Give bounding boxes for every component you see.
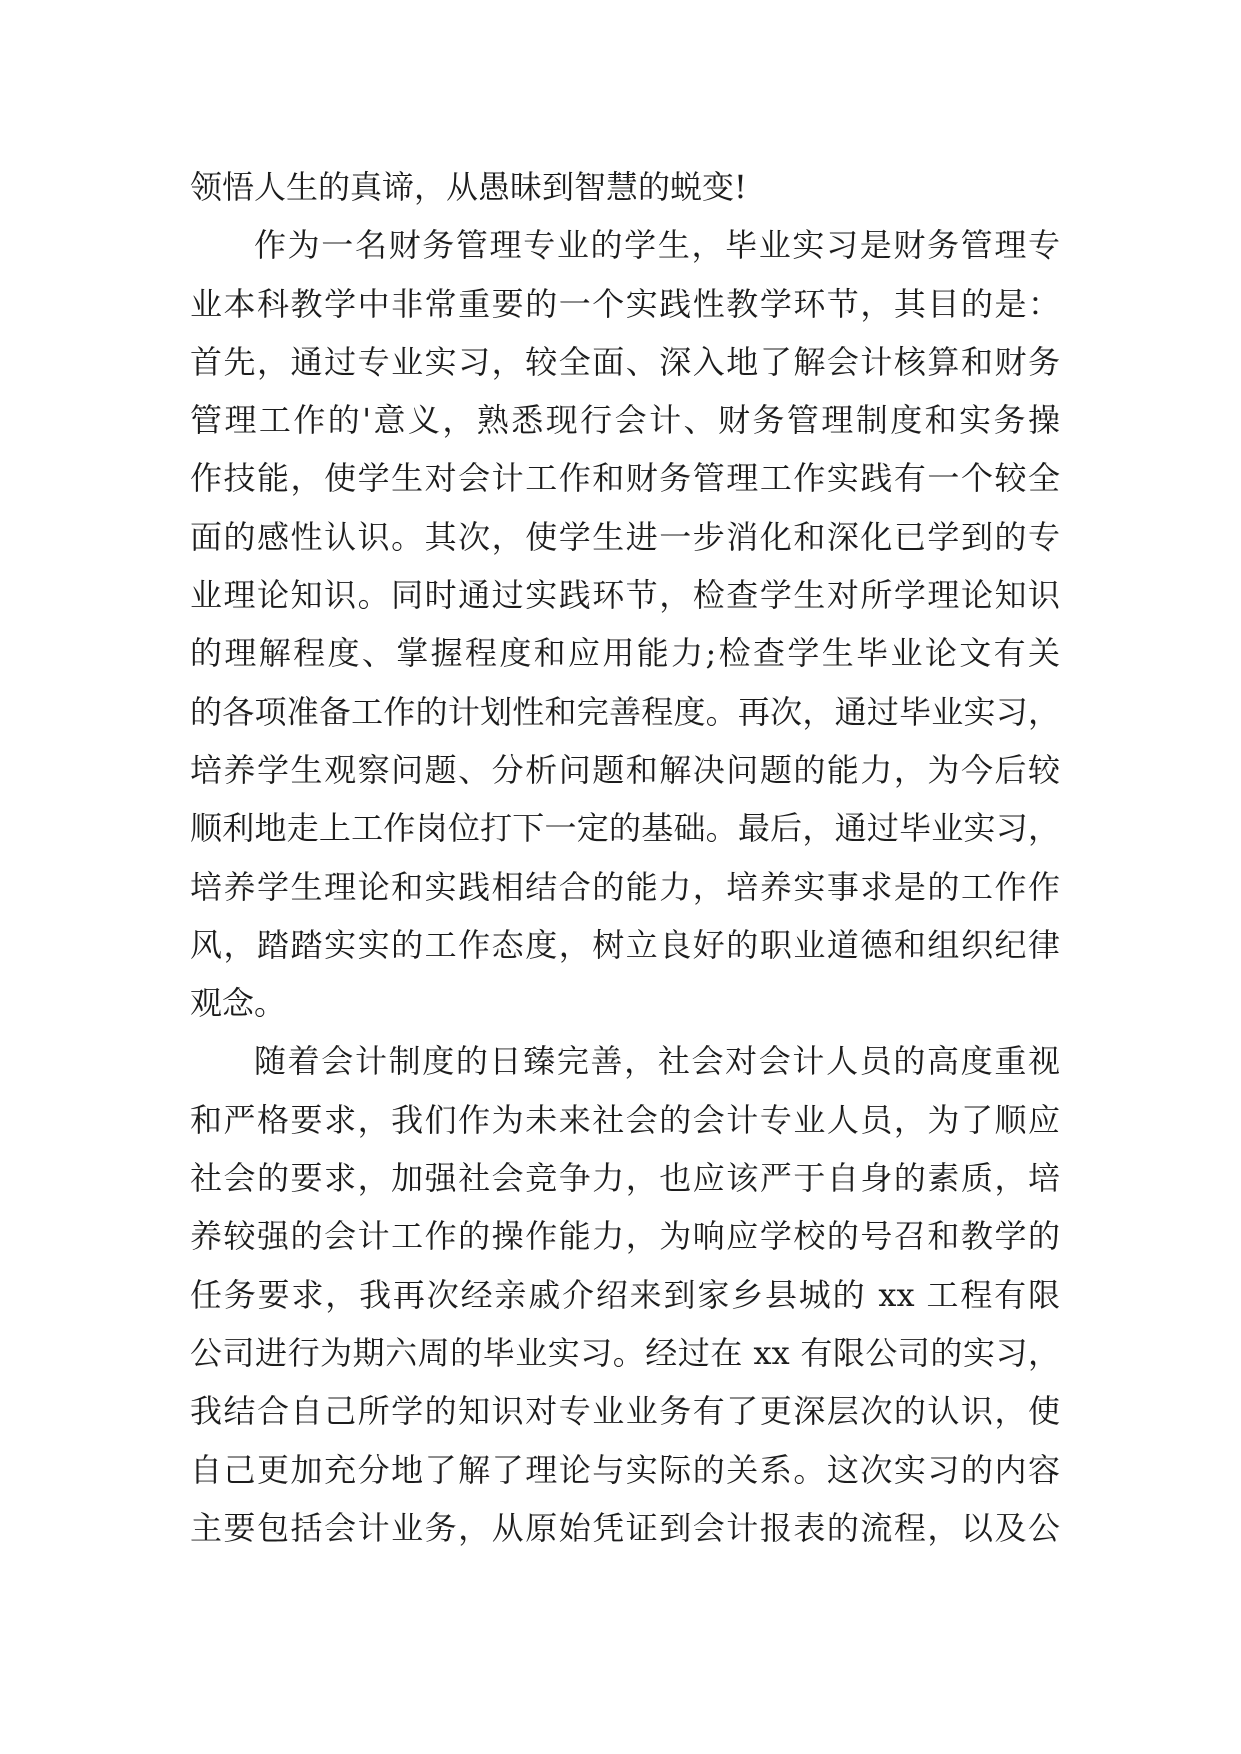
text-line: 的理解程度、掌握程度和应用能力;检查学生毕业论文有关 — [190, 634, 1060, 673]
text-line: 和严格要求，我们作为未来社会的会计专业人员，为了顺应 — [190, 1100, 1060, 1139]
text-line: 领悟人生的真谛，从愚昧到智慧的蜕变! — [190, 168, 747, 206]
text-line: 顺利地走上工作岗位打下一定的基础。最后，通过毕业实习， — [190, 809, 1060, 848]
text-line: 养较强的会计工作的操作能力，为响应学校的号召和教学的 — [190, 1217, 1060, 1256]
text-line: 作技能，使学生对会计工作和财务管理工作实践有一个较全 — [190, 459, 1060, 498]
text-line: 面的感性认识。其次，使学生进一步消化和深化已学到的专 — [190, 517, 1060, 556]
text-line: 社会的要求，加强社会竞争力，也应该严于自身的素质，培 — [190, 1159, 1060, 1198]
text-line: 观念。 — [190, 984, 287, 1023]
text-line: 首先，通过专业实习，较全面、深入地了解会计核算和财务 — [190, 342, 1060, 381]
text-line: 风，踏踏实实的工作态度，树立良好的职业道德和组织纪律 — [190, 925, 1060, 964]
text-line: 公司进行为期六周的毕业实习。经过在 xx 有限公司的实习， — [190, 1333, 1060, 1372]
text-line: 我结合自己所学的知识对专业业务有了更深层次的认识，使 — [190, 1392, 1060, 1431]
text-line: 作为一名财务管理专业的学生，毕业实习是财务管理专 — [254, 226, 1060, 265]
text-line: 业理论知识。同时通过实践环节，检查学生对所学理论知识 — [190, 576, 1060, 615]
text-line: 管理工作的'意义，熟悉现行会计、财务管理制度和实务操 — [190, 401, 1060, 440]
paragraph-3 — [190, 1032, 1060, 1557]
text-line: 业本科教学中非常重要的一个实践性教学环节，其目的是： — [190, 284, 1060, 323]
text-line: 培养学生理论和实践相结合的能力，培养实事求是的工作作 — [190, 867, 1060, 906]
document-body — [190, 158, 1060, 1557]
paragraph-2 — [190, 216, 1060, 1032]
text-line: 任务要求，我再次经亲戚介绍来到家乡县城的 xx 工程有限 — [190, 1275, 1060, 1314]
text-line: 自己更加充分地了解了理论与实际的关系。这次实习的内容 — [190, 1450, 1060, 1489]
text-line: 主要包括会计业务，从原始凭证到会计报表的流程，以及公 — [190, 1508, 1060, 1547]
text-line: 的各项准备工作的计划性和完善程度。再次，通过毕业实习， — [190, 692, 1060, 731]
text-line: 随着会计制度的日臻完善，社会对会计人员的高度重视 — [254, 1042, 1060, 1081]
text-line: 培养学生观察问题、分析问题和解决问题的能力，为今后较 — [190, 750, 1060, 789]
paragraph-1 — [190, 158, 1060, 216]
